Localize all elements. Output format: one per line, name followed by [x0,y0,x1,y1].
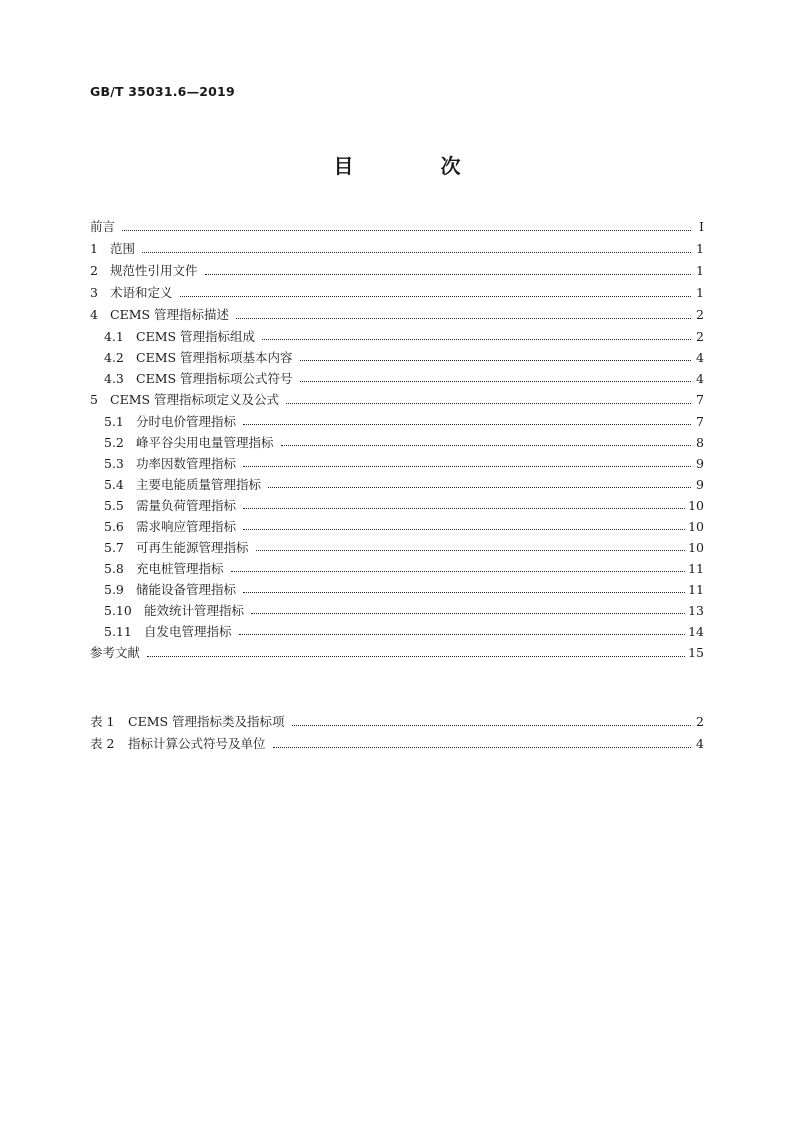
list-of-tables [90,711,704,755]
toc-entry[interactable] [90,537,704,558]
toc-entry-number: 4.1 [104,329,124,344]
toc-entry-number: 5.3 [104,456,124,471]
toc-entry[interactable] [90,474,704,495]
toc-leader-dots [273,747,691,748]
toc-leader-dots [262,339,691,340]
toc-leader-dots [256,550,686,551]
toc-entry-title: 分时电价管理指标 [136,414,237,429]
toc-leader-dots [300,381,691,382]
toc-entry-title: 范围 [110,241,136,256]
toc-entry-title: 能效统计管理指标 [144,603,245,618]
toc-entry-number: 3 [90,285,98,300]
toc-entry-number: 5.5 [104,498,124,513]
toc-entry-page: 9 [696,477,704,492]
toc-entry-title: 需求响应管理指标 [136,519,237,534]
toc-leader-dots [142,252,691,253]
table-title: 指标计算公式符号及单位 [128,736,266,751]
toc-entry-number: 4.3 [104,371,124,386]
toc-entry[interactable] [90,621,704,642]
toc-entry[interactable] [90,411,704,432]
toc-entry-title: 主要电能质量管理指标 [136,477,262,492]
toc-leader-dots [286,403,691,404]
toc-entry[interactable] [90,495,704,516]
table-title: CEMS 管理指标类及指标项 [128,714,285,729]
toc-entry-page: 1 [696,263,704,278]
toc-leader-dots [243,592,685,593]
toc-entry-title: 术语和定义 [110,285,173,300]
toc-entry-number: 4.2 [104,350,124,365]
toc-entry-title: CEMS 管理指标组成 [136,329,256,344]
toc-entry-number: 5.8 [104,561,124,576]
toc-entry-page: 4 [696,350,704,365]
toc-leader-dots [300,360,691,361]
toc-entry-number: 5 [90,392,98,407]
standard-code: GB/T 35031.6—2019 [90,84,235,99]
toc-leader-dots [281,445,691,446]
toc-leader-dots [243,424,691,425]
toc-entry-page: 9 [696,456,704,471]
toc-leader-dots [205,274,691,275]
toc-leader-dots [236,318,691,319]
toc-entry-number: 5.9 [104,582,124,597]
toc-leader-dots [147,656,685,657]
toc-entry-number: 2 [90,263,98,278]
page-title: 目 次 [333,154,501,178]
table-of-contents [90,216,704,664]
toc-entry[interactable] [90,432,704,453]
toc-entry[interactable] [90,238,704,260]
toc-entry-page: 14 [688,624,704,639]
toc-entry-number: 5.11 [104,624,132,639]
toc-leader-dots [243,508,685,509]
toc-leader-dots [292,725,691,726]
toc-entry-number: 5.2 [104,435,124,450]
toc-entry-page: 10 [688,498,704,513]
toc-entry-page: 1 [696,285,704,300]
toc-entry-page: 7 [696,414,704,429]
toc-entry[interactable] [90,558,704,579]
table-page: 4 [696,736,704,751]
toc-leader-dots [122,230,691,231]
toc-entry-page: 1 [696,241,704,256]
toc-leader-dots [268,487,691,488]
toc-entry[interactable] [90,600,704,621]
toc-leader-dots [239,634,686,635]
toc-entry-page: 2 [696,329,704,344]
toc-entry[interactable] [90,642,704,664]
toc-entry-title: 峰平谷尖用电量管理指标 [136,435,274,450]
toc-entry-title: 可再生能源管理指标 [136,540,249,555]
toc-leader-dots [231,571,686,572]
toc-entry-page: 2 [696,307,704,322]
toc-entry-title: 参考文献 [90,645,141,660]
toc-entry-page: 10 [688,540,704,555]
toc-entry-title: 需量负荷管理指标 [136,498,237,513]
toc-entry[interactable] [90,304,704,326]
toc-entry-page: 11 [688,582,704,597]
toc-entry-title: 规范性引用文件 [110,263,198,278]
toc-entry-title: CEMS 管理指标描述 [110,307,230,322]
toc-entry-page: 10 [688,519,704,534]
toc-entry-number: 5.1 [104,414,124,429]
toc-entry-title: 前言 [90,219,116,234]
toc-entry-page: 8 [696,435,704,450]
toc-entry-number: 1 [90,241,98,256]
toc-entry-number: 5.7 [104,540,124,555]
table-list-entry[interactable] [90,711,704,733]
table-number: 表 1 [90,714,115,729]
toc-leader-dots [180,296,691,297]
toc-entry-title: 储能设备管理指标 [136,582,237,597]
table-number: 表 2 [90,736,115,751]
toc-entry-number: 5.4 [104,477,124,492]
toc-leader-dots [243,466,691,467]
toc-entry[interactable] [90,326,704,347]
toc-entry[interactable] [90,453,704,474]
toc-entry[interactable] [90,347,704,368]
toc-entry-title: 充电桩管理指标 [136,561,224,576]
table-list-entry[interactable] [90,733,704,755]
toc-entry-number: 4 [90,307,98,322]
table-page: 2 [696,714,704,729]
toc-entry-title: CEMS 管理指标项基本内容 [136,350,293,365]
toc-entry[interactable] [90,260,704,282]
toc-entry-page: Ⅰ [699,219,704,234]
toc-entry-page: 15 [688,645,704,660]
toc-entry[interactable] [90,516,704,537]
toc-entry[interactable] [90,579,704,600]
toc-entry-title: 自发电管理指标 [144,624,232,639]
toc-entry-title: 功率因数管理指标 [136,456,237,471]
toc-entry-page: 4 [696,371,704,386]
toc-leader-dots [243,529,685,530]
toc-entry[interactable] [90,368,704,389]
toc-entry[interactable] [90,282,704,304]
toc-entry-number: 5.10 [104,603,132,618]
toc-entry-page: 11 [688,561,704,576]
toc-entry-title: CEMS 管理指标项公式符号 [136,371,293,386]
toc-leader-dots [251,613,685,614]
toc-entry-page: 7 [696,392,704,407]
toc-entry-number: 5.6 [104,519,124,534]
toc-entry-page: 13 [688,603,704,618]
toc-entry-title: CEMS 管理指标项定义及公式 [110,392,280,407]
toc-entry[interactable] [90,216,704,238]
toc-entry[interactable] [90,389,704,411]
